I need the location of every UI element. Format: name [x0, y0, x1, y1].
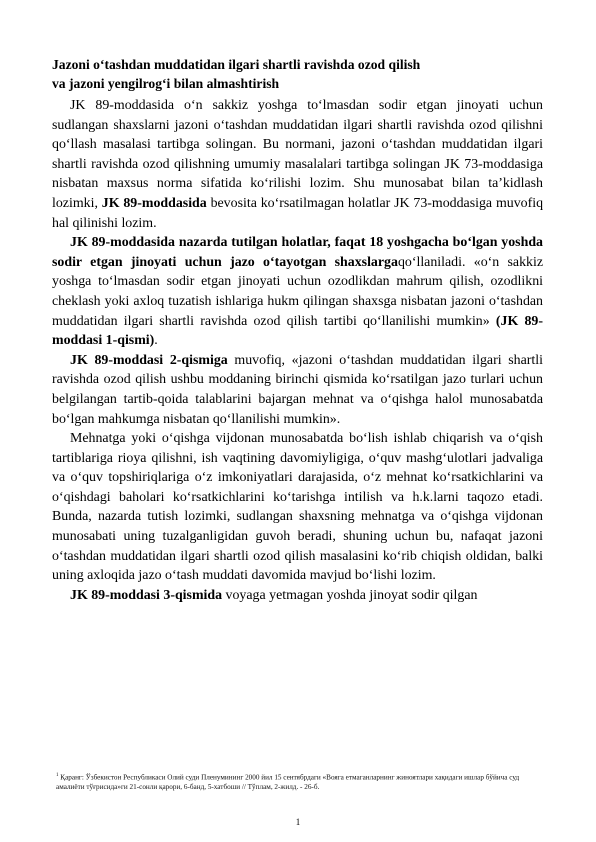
paragraph-2-bold-lead: JK 89-moddasida nazarda tutilgan holatlar, faqat 18 yoshgacha bo‘lgan yoshda sodir etgan jinoyati uchun jazo o‘tayotgan shaxslarga: [52, 235, 543, 270]
paragraph-2-bold-ref: (JK 89-moddasi 1-qismi): [52, 313, 543, 349]
paragraph-1: [52, 96, 543, 233]
footnote: [56, 771, 546, 792]
paragraph-3-text: muvofiq, «jazoni o‘tashdan muddatidan ilgari shartli ravishda ozod qilish ushbu moddaning birinchi qismida ko‘rsatilgan jazo turlari uchun belgilangan tartib-qoida talablarini bajargan mehnat va o‘qishga halol munosabatda bo‘lgan mahkumga nisbatan qo‘llanilishi mumkin».: [52, 352, 543, 427]
paragraph-5: [52, 586, 543, 606]
heading-line-2: va jazoni yengilrog‘i bilan almashtirish: [52, 76, 280, 91]
heading-line-1: Jazoni o‘tashdan muddatidan ilgari shartli ravishda ozod qilish: [52, 57, 421, 72]
paragraph-5-text: voyaga yetmagan yoshda jinoyat sodir qilgan: [222, 587, 478, 603]
section-heading: [52, 55, 543, 93]
paragraph-1-text-c: bevosita ko‘rsatilmagan holatlar JK 73-moddasiga muvofiq hal qilinishi lozim.: [52, 195, 544, 231]
main-content: [52, 55, 543, 605]
paragraph-5-bold: JK 89-moddasi 3-qismida: [70, 587, 223, 603]
paragraph-4: Mehnatga yoki o‘qishga vijdonan munosabatda bo‘lish ishlab chiqarish va o‘qish tartiblariga rioya qilishni, ish vaqtining davomiyligiga, o‘quv mashg‘ulotlari jadvaliga va o‘quv topshiriqlariga o‘z imkoniyatlari darajasida, o‘z mehnat ko‘rsatkichlarini va o‘qishdagi baholari ko‘rsatkichlarini ko‘tarishga intilish va h.k.larni taqozo etadi. Bunda, nazarda tutish lozimki, sudlangan shaxsning mehnatga va o‘qishga vijdonan munosabati uning tuzalganligidan guvoh beradi, shuning uchun bu, nafaqat jazoni o‘tashdan muddatidan ilgari shartli ozod qilish masalasini ko‘rib chiqish oldidan, balki uning axloqida jazo o‘tash muddati davomida mavjud bo‘lishi lozim.: [52, 431, 543, 584]
footnote-text: Қаранг: Ўзбекистон Республикаси Олий суди Пленумининг 2000 йил 15 сентябрдаги «Вояга етмаганларнинг жиноятлари хақидаги ишлар бўйича суд амалиёти тўғрисида»ги 21-сонли қарори, 6-банд, 5-хатбоши // Тўплам, 2-жилд. - 26-б.: [56, 773, 520, 792]
paragraph-1-text-a: JK 89-moddasida o‘n sakkiz yoshga to‘lmasdan sodir etgan jinoyati uchun sudlangan shaxslarni jazoni o‘tashdan muddatidan ilgari shartli ravishda ozod qilishni qo‘llash masalasi tartibga solingan. Bu normani, jazoni o‘tashdan muddatidan ilgari shartli ravishda ozod qilishning umumiy masalalari tartibga solingan JK 73-moddasiga nisbatan maxsus norma sifatida ko‘rilishi lozim. Shu munosabat bilan ta’kidlash lozimki,: [52, 98, 543, 211]
paragraph-2: [52, 233, 543, 351]
paragraph-2-text: qo‘llaniladi. «o‘n sakkiz yoshga to‘lmasdan sodir etgan jinoyati uchun ozodlikdan mahrum qilish, ozodlikni cheklash yoki axloq tuzatish ishlariga hukm qilingan shaxsga nisbatan jazoni o‘tashdan muddatidan ilgari shartli ravishda ozod qilish tartibi qo‘llanilishi mumkin»: [52, 254, 544, 329]
paragraph-3-bold: JK 89-moddasi 2-qismiga: [70, 352, 228, 368]
paragraph-1-bold: JK 89-moddasida: [101, 195, 207, 211]
footnote-marker: 1: [56, 773, 59, 778]
paragraph-2-end: .: [154, 333, 158, 349]
paragraph-3: [52, 351, 543, 429]
page-number: 1: [295, 817, 301, 827]
